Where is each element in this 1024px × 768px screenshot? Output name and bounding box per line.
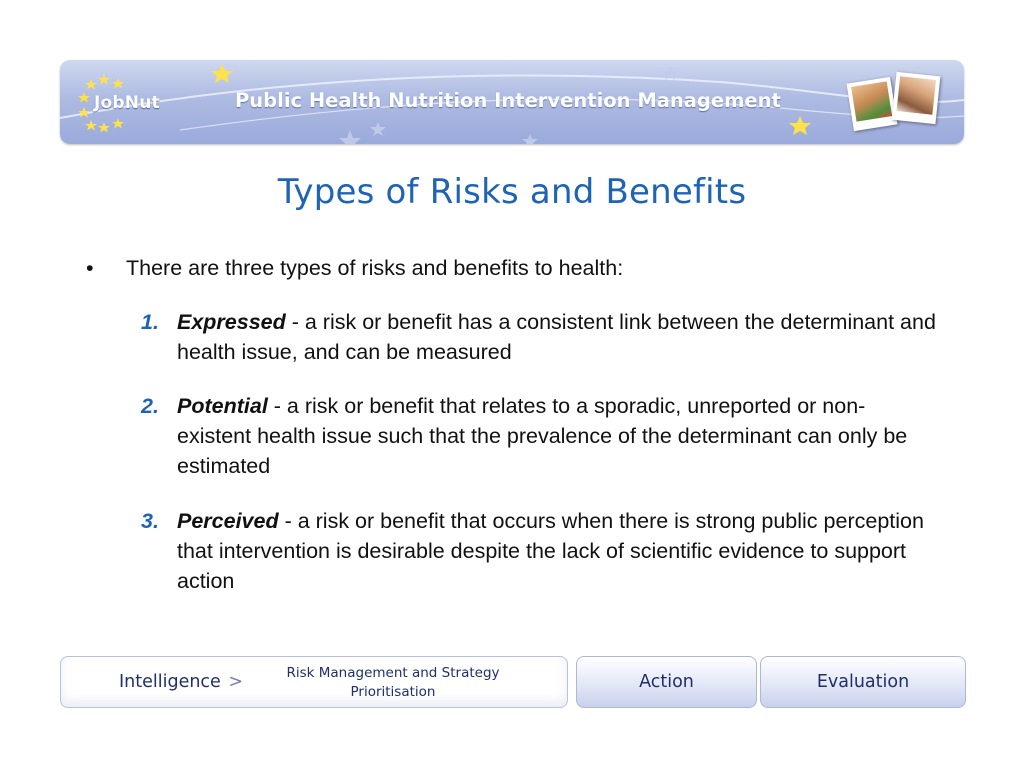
item-description: - a risk or benefit that occurs when there is strong public perception that intervention is desirable despite the lack of scientific evidence to support action xyxy=(177,509,924,593)
bottom-navigation xyxy=(60,656,964,708)
nav-intelligence[interactable] xyxy=(119,672,243,692)
item-description: - a risk or benefit that relates to a sporadic, unreported or non-existent health issue such that the prevalence of the determinant can only be estimated xyxy=(177,394,908,478)
tab-evaluation[interactable]: Evaluation xyxy=(760,656,966,708)
logo-text: JobNut xyxy=(94,93,160,113)
item-term: Perceived xyxy=(177,509,279,533)
item-term: Potential xyxy=(177,394,268,418)
chevron-right-icon: > xyxy=(228,672,244,692)
nav-intelligence-label: Intelligence xyxy=(119,672,221,692)
bullet-icon: • xyxy=(86,256,94,280)
banner-title: Public Health Nutrition Intervention Management xyxy=(235,89,781,112)
bullet-text: There are three types of risks and benefits to health: xyxy=(126,256,624,280)
item-number: 1. xyxy=(141,310,159,334)
photo-mother-baby xyxy=(892,72,941,124)
nav-risk-management[interactable] xyxy=(261,664,525,702)
nav-current-stage xyxy=(60,656,568,708)
item-number: 2. xyxy=(141,394,159,418)
photo-child-watermelon xyxy=(847,77,898,131)
item-number: 3. xyxy=(141,509,159,533)
nav-risk-line2: Prioritisation xyxy=(350,684,436,700)
item-description: - a risk or benefit has a consistent link between the determinant and health issue, and can be measured xyxy=(177,310,936,364)
header-banner xyxy=(60,60,964,144)
tab-action[interactable]: Action xyxy=(576,656,757,708)
item-term: Expressed xyxy=(177,310,286,334)
nav-risk-line1: Risk Management and Strategy xyxy=(286,665,500,681)
slide-title: Types of Risks and Benefits xyxy=(277,172,747,212)
jobnut-logo xyxy=(74,70,160,134)
